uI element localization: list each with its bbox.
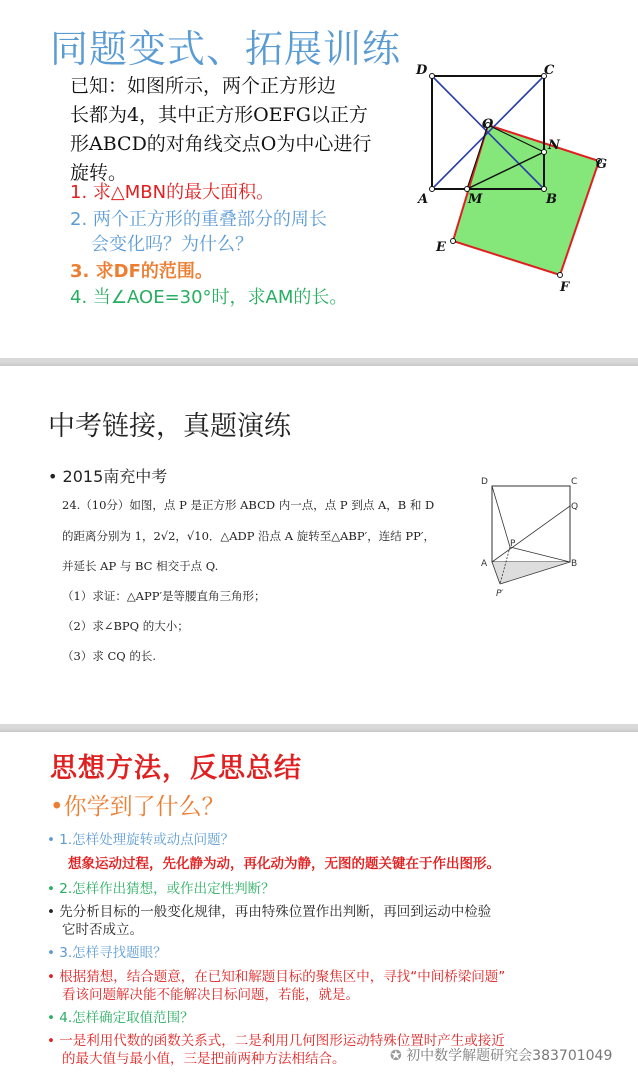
question-4: 4. 当∠AOE=30°时，求AM的长。 [70,287,348,308]
label-d: D [481,477,488,487]
label-d: D [416,63,428,78]
slide-divider [0,724,638,732]
slide-title: 思想方法，反思总结 [50,753,302,784]
label-m: M [468,192,483,207]
slide-divider [0,358,638,366]
slide-summary [0,732,638,1089]
problem-line: 24.（10分）如图，点 P 是正方形 ABCD 内一点，点 P 到点 A，B 和 D [62,498,435,512]
label-o: O [482,117,494,132]
label-b: B [571,559,578,569]
rotating-squares-figure [410,55,630,300]
problem-part-3: （3）求 CQ 的长. [62,649,157,663]
slide-exam-link [0,366,638,724]
watermark [390,1045,612,1065]
summary-line: • 2.怎样作出猜想，或作出定性判断？ [47,881,275,897]
given-line: 已知：如图所示，两个正方形边 [70,75,337,97]
label-e: E [436,240,446,255]
slide-title: 中考链接，真题演练 [48,411,291,442]
slide-subtitle: •你学到了什么？ [50,794,225,820]
summary-line: • 4.怎样确定取值范围？ [47,1010,194,1026]
label-c: C [571,477,578,487]
summary-line: • 1.怎样处理旋转或动点问题？ [47,832,235,848]
square-rotation-figure [478,470,593,600]
summary-line: 想象运动过程，先化静为动，再化动为静，无图的题关键在于作出图形。 [68,856,500,872]
summary-line: 的最大值与最小值，三是把前两种方法相结合。 [62,1051,346,1067]
question-3: 3. 求DF的范围。 [70,261,213,282]
problem-part-1: （1）求证：△APP′是等腰直角三角形； [62,589,266,603]
question-1: 1. 求△MBN的最大面积。 [70,182,275,203]
problem-line: 的距离分别为 1，2√2，√10．△ADP 沿点 A 旋转至△ABP′，连结 PP′， [62,529,435,543]
given-text [70,72,400,188]
label-c: C [544,63,555,78]
label-n: N [548,138,560,153]
wechat-icon: ✪ [390,1048,407,1064]
label-a: A [481,559,488,569]
square-abcd [492,486,570,562]
label-p-prime: P′ [496,589,504,599]
slide-variant-training [0,0,638,358]
summary-line: 看该问题解决能不能解决目标问题，若能，就是。 [62,987,359,1003]
question-2: 2. 两个正方形的重叠部分的周长 [70,209,327,230]
summary-line: • 一是利用代数的函数关系式，二是利用几何图形运动特殊位置时产生或接近 [47,1033,505,1049]
watermark-text: 初中数学解题研究会383701049 [406,1048,613,1064]
label-q: Q [571,502,579,512]
label-g: G [596,157,608,172]
summary-line: 它时否成立。 [62,922,143,938]
question-2-cont: 会变化吗？为什么？ [91,234,253,255]
slide-title: 同题变式、拓展训练 [50,27,402,71]
given-line: 旋转。 [70,162,128,184]
label-p: P [510,539,516,549]
summary-line: • 3.怎样寻找题眼？ [47,945,167,961]
label-f: F [560,280,570,295]
exam-source: • 2015南充中考 [48,467,168,486]
problem-part-2: （2）求∠BPQ 的大小； [62,619,189,633]
label-a: A [418,192,429,207]
problem-line: 并延长 AP 与 BC 相交于点 Q. [62,559,219,573]
given-line: 形ABCD的对角线交点O为中心进行 [70,133,372,155]
given-line: 长都为4，其中正方形OEFG以正方 [70,104,368,126]
summary-line: • 先分析目标的一般变化规律，再由特殊位置作出判断，再回到运动中检验 [47,904,492,920]
summary-line: • 根据猜想，结合题意，在已知和解题目标的聚焦区中，寻找“中间桥梁问题” [47,969,506,985]
label-b: B [546,192,557,207]
